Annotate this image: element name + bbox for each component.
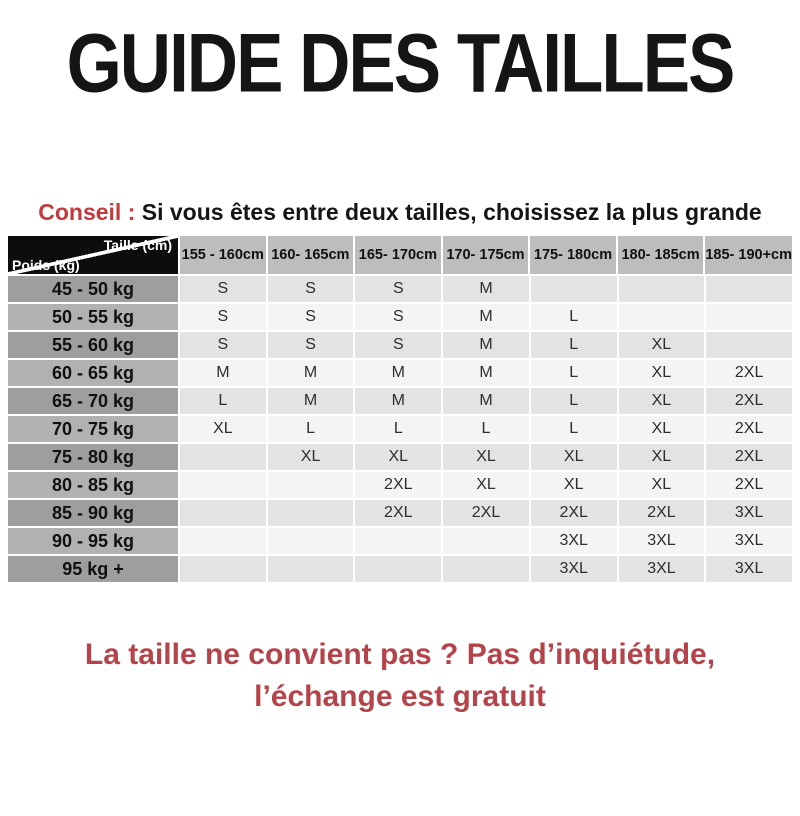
size-cell: 2XL (531, 500, 617, 526)
table-row (8, 304, 792, 330)
size-cell: M (443, 332, 529, 358)
size-cell (180, 472, 266, 498)
table-row (8, 332, 792, 358)
exchange-note (0, 634, 800, 718)
row-weight-label: 65 - 70 kg (8, 388, 178, 414)
size-cell: S (268, 304, 354, 330)
row-weight-label: 50 - 55 kg (8, 304, 178, 330)
size-cell: S (180, 304, 266, 330)
table-row (8, 556, 792, 582)
corner-cell (8, 236, 178, 274)
size-cell: M (443, 360, 529, 386)
column-header: 165- 170cm (355, 236, 441, 274)
size-table (8, 236, 792, 582)
size-cell (706, 332, 792, 358)
size-cell: 2XL (706, 444, 792, 470)
size-cell: XL (619, 360, 705, 386)
size-cell: 2XL (706, 388, 792, 414)
column-header: 175- 180cm (530, 236, 616, 274)
size-cell: L (531, 388, 617, 414)
size-cell: XL (268, 444, 354, 470)
size-cell: L (268, 416, 354, 442)
size-cell: S (355, 276, 441, 302)
size-cell (268, 528, 354, 554)
size-cell: 3XL (531, 556, 617, 582)
size-cell: XL (531, 472, 617, 498)
row-weight-label: 80 - 85 kg (8, 472, 178, 498)
size-cell (355, 528, 441, 554)
size-cell: M (443, 388, 529, 414)
table-row (8, 388, 792, 414)
table-header-row (8, 236, 792, 274)
advice-text: Si vous êtes entre deux tailles, choisissez la plus grande (135, 199, 762, 225)
size-cell: S (355, 304, 441, 330)
table-row (8, 416, 792, 442)
size-cell: 3XL (706, 556, 792, 582)
size-guide-page (0, 16, 800, 816)
size-cell: XL (619, 416, 705, 442)
size-cell (531, 276, 617, 302)
table-row (8, 444, 792, 470)
row-weight-label: 60 - 65 kg (8, 360, 178, 386)
size-cell: 2XL (706, 472, 792, 498)
size-cell: 2XL (443, 500, 529, 526)
advice-label: Conseil : (38, 199, 136, 225)
size-cell: 3XL (706, 500, 792, 526)
table-row (8, 276, 792, 302)
size-cell: XL (443, 472, 529, 498)
size-cell (180, 444, 266, 470)
row-weight-label: 55 - 60 kg (8, 332, 178, 358)
size-cell: XL (619, 388, 705, 414)
size-cell: S (180, 276, 266, 302)
size-cell: XL (443, 444, 529, 470)
size-cell: M (355, 360, 441, 386)
size-cell (180, 528, 266, 554)
size-cell: 3XL (531, 528, 617, 554)
size-cell: L (355, 416, 441, 442)
size-cell (180, 500, 266, 526)
size-cell: XL (619, 472, 705, 498)
size-cell (180, 556, 266, 582)
size-cell: 3XL (619, 528, 705, 554)
table-row (8, 500, 792, 526)
size-cell: M (268, 388, 354, 414)
size-cell: XL (619, 332, 705, 358)
size-cell (268, 556, 354, 582)
size-cell (268, 472, 354, 498)
size-cell: 2XL (355, 500, 441, 526)
size-cell: 2XL (706, 360, 792, 386)
size-cell: M (355, 388, 441, 414)
size-cell: M (443, 276, 529, 302)
size-cell: L (180, 388, 266, 414)
exchange-note-line1: La taille ne convient pas ? Pas d’inquiétude, (84, 638, 716, 671)
column-header: 185- 190+cm (705, 236, 792, 274)
size-cell (619, 276, 705, 302)
size-cell: XL (531, 444, 617, 470)
size-table-body (8, 276, 792, 582)
row-weight-label: 45 - 50 kg (8, 276, 178, 302)
size-cell (268, 500, 354, 526)
size-cell: 3XL (619, 556, 705, 582)
size-cell: L (531, 360, 617, 386)
size-cell: L (531, 416, 617, 442)
table-row (8, 528, 792, 554)
size-cell: S (268, 332, 354, 358)
advice-line (0, 199, 800, 226)
size-cell: 2XL (619, 500, 705, 526)
page-title: GUIDE DES TAILLES (66, 17, 734, 111)
size-cell (706, 304, 792, 330)
size-cell: XL (355, 444, 441, 470)
column-header: 170- 175cm (443, 236, 529, 274)
row-weight-label: 75 - 80 kg (8, 444, 178, 470)
column-header: 160- 165cm (268, 236, 354, 274)
size-cell (443, 528, 529, 554)
corner-poids-label: Poids (kg) (12, 257, 80, 273)
size-cell: 3XL (706, 528, 792, 554)
size-cell: 2XL (706, 416, 792, 442)
column-header: 155 - 160cm (180, 236, 266, 274)
exchange-note-line2: l’échange est gratuit (254, 680, 546, 713)
size-cell: XL (619, 444, 705, 470)
size-cell: L (531, 332, 617, 358)
corner-taille-label: Taille (cm) (103, 237, 172, 253)
size-cell: L (531, 304, 617, 330)
size-cell: M (443, 304, 529, 330)
size-cell: XL (180, 416, 266, 442)
size-cell: S (355, 332, 441, 358)
row-weight-label: 70 - 75 kg (8, 416, 178, 442)
table-row (8, 360, 792, 386)
size-cell: 2XL (355, 472, 441, 498)
size-cell: S (180, 332, 266, 358)
size-cell (355, 556, 441, 582)
size-cell (443, 556, 529, 582)
row-weight-label: 90 - 95 kg (8, 528, 178, 554)
size-cell (706, 276, 792, 302)
row-weight-label: 95 kg + (8, 556, 178, 582)
size-cell: L (443, 416, 529, 442)
table-row (8, 472, 792, 498)
size-cell: M (268, 360, 354, 386)
size-cell (619, 304, 705, 330)
row-weight-label: 85 - 90 kg (8, 500, 178, 526)
size-cell: M (180, 360, 266, 386)
column-header: 180- 185cm (618, 236, 704, 274)
size-cell: S (268, 276, 354, 302)
